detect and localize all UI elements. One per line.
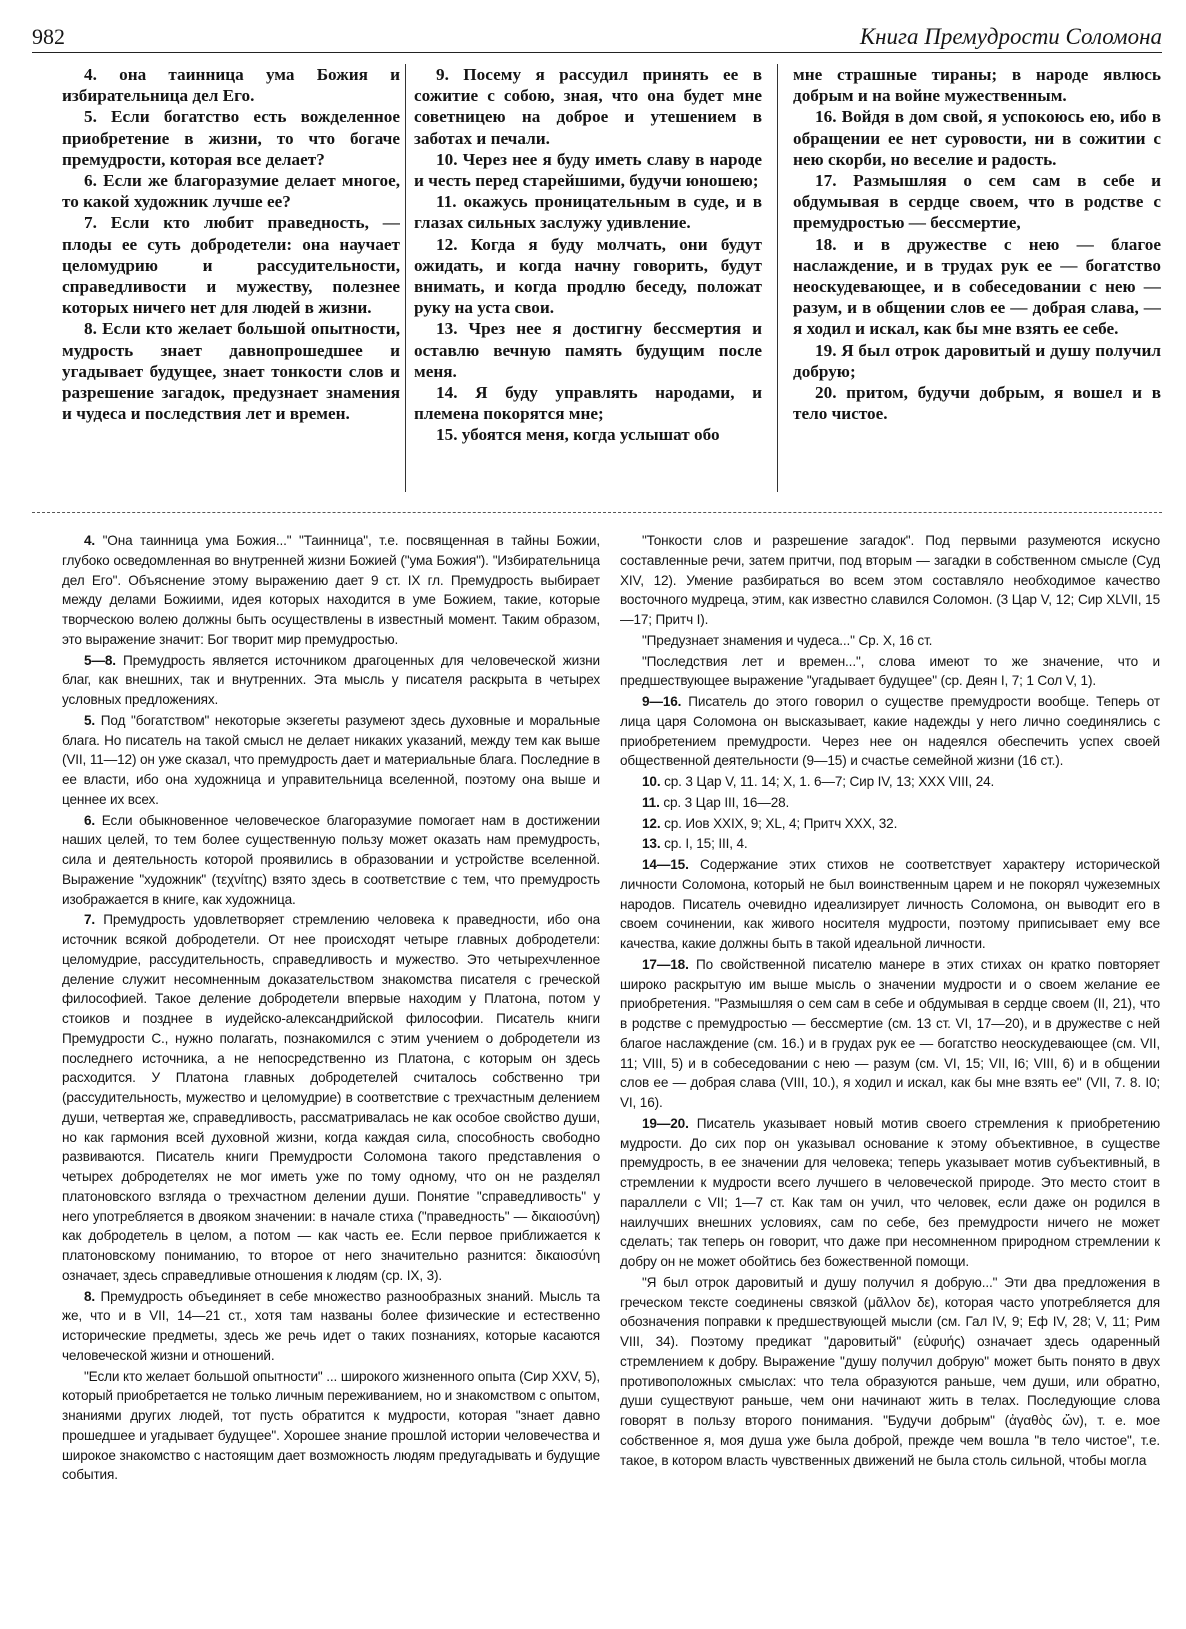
verse: 11. окажусь проницательным в суде, и в глазах сильных заслужу удивление. (414, 192, 762, 233)
commentary-paragraph (62, 651, 600, 710)
verse: 15. убоятся меня, когда услышат обо (436, 425, 720, 445)
verse: 14. Я буду управлять народами, и племена покорятся мне; (414, 383, 762, 424)
verse-continuation: мне страшные тираны; в народе явлюсь добрым и на войне мужественным. (793, 65, 1161, 106)
commentary-paragraph (62, 1367, 600, 1486)
verse: 17. Размышляя о сем сам в себе и обдумывая в сердце своем, что в родстве с премудростью — бессмертие, (793, 171, 1161, 233)
verse-ref: 14—15. (642, 857, 689, 872)
verse-ref: 4. (84, 533, 96, 548)
commentary-text: "Я был отрок даровитый и душу получил я добрую..." Эти два предложения в греческом тексте соединены связкой (μᾶλλον δε), которая часто употребляется для обозначения поправки к предшествующей мысли (см. Гал IV, 9; Еф IV, 28; V, 11; Рим VIII, 34). Поэтому предикат "даровитый" (εὐφυής) означает здесь одаренный стремлением к добру. Выражение "душу получил добрую" может быть понято в двух противоположных смыслах: что тела образуются раньше, чем души, или обратно, души существуют раньше, чем они начинают жить в телах. Последующие слова говорят в пользу второго понимания. "Будучи добрым" (ἀγαθὸς ὤν), т. е. мое собственное я, моя душа уже была доброй, прежде чем вошла "в тело чистое", т.е. такое, в котором власть чувственных движений не была столь сильной, чтобы могла (620, 1274, 1160, 1468)
commentary-paragraph (62, 531, 600, 650)
verse: 6. Если же благоразумие делает многое, то какой художник лучше ее? (62, 171, 400, 212)
commentary-text: Премудрость является источником драгоценных для человеческой жизни благ, как внешних, так и внутренних. Эта мысль у писателя раскрыта в четырех условных предложениях. (62, 652, 600, 707)
verse-ref: 7. (84, 912, 96, 928)
commentary-text: "Предузнает знамения и чудеса..." Ср. Х, 16 ст. (642, 632, 933, 648)
verse-ref: 6. (84, 812, 96, 828)
verse-ref: 5. (84, 712, 96, 728)
bible-column-2 (414, 64, 762, 496)
running-title: Книга Премудрости Соломона (859, 24, 1162, 49)
page-header (32, 18, 1162, 53)
commentary-text: Писатель до этого говорил о существе премудрости вообще. Теперь от лица царя Соломона он высказывает, какие надежды у него лично соединялись с приобретением премудрости. Через нее он надеялся обеспечить успех своей общественной деятельности (9—15) и счастье семейной жизни (16 ст.). (620, 694, 1160, 769)
verse: 8. Если кто желает большой опытности, мудрость знает давнопрошедшее и угадывает будущее, знает тонкости слов и разрешение загадок, предузнает знамения и чудеса и последствия лет и времен. (62, 319, 400, 424)
commentary-paragraph (62, 1287, 600, 1366)
commentary-paragraph (620, 834, 1160, 854)
commentary-paragraph (62, 811, 600, 910)
commentary-text: "Последствия лет и времен...", слова имеют то же значение, что и предшествующее выражение "угадывает будущее" (ср. Деян I, 7; 1 Сол V, 1). (620, 653, 1160, 689)
verse-ref: 9—16. (642, 694, 682, 709)
commentary-text: По свойственной писателю манере в этих стихах он кратко повторяет широко раскрытую им выше мысль о значении мудрости и о своем желание ее приобретения. "Размышляя о сем сам в себе и обдумывая в сердце своем (II, 21), что в родстве с премудростью — бессмертие (см. 13 ст. VI, 17—20), и в дружестве с ней благое наслаждение (см. 16.) и в грудах рук ее — богатство неоскудевающее (см. VII, 11; VIII, 5) и в собеседовании с нею — разум (см. VI, 15; VII, I6; VIII, 6) и в общении слов ее — добрая слава (VIII, 10.), я ходил и искал, как бы мне взять ее" (VII, 7. 8. I0; VI, 16). (620, 956, 1160, 1110)
bible-column-3 (793, 64, 1161, 496)
commentary-text: ср. I, 15; III, 4. (660, 836, 748, 852)
commentary-paragraph (620, 955, 1160, 1113)
commentary-paragraph (620, 531, 1160, 630)
commentary-text: Содержание этих стихов не соответствует характеру исторической личности Соломона, который не был воинственным царем и не покорял чужеземных народов. Писатель очевидно идеализирует личность Соломона, он выводит его в своем сочинении, как живого носителя мудрости, поэтому приписывает ему все качества, какие должны быть в такой идеальной личности. (620, 857, 1160, 951)
commentary-text: Писатель указывает новый мотив своего стремления к приобретению мудрости. До сих пор он указывал основание к этому объективное, в существе премудрость, в ее значении для человека; теперь указывает мотив субъективный, в стремлении к мудрости всего лучшего в человеческой природе. Это место стоит в параллели с VII; 1—7 ст. Как там он учил, что человек, если даже он родился в наилучших внешних условиях, сам по себе, без премудрости ничего не может сделать; так теперь он говорит, что даже при несомненном природном стремлении к добру он не может обойтись без божественной помощи. (620, 1115, 1160, 1269)
commentary-text: Премудрость удовлетворяет стремлению человека к праведности, ибо она источник всякой добродетели. От нее происходят четыре главных добродетели: целомудрие, рассудительность, справедливость и мужество. Это четырехчленное деление служит несомненным доказательством знакомства писателя с греческой философией. Такое деление добродетели впервые находим у Платона, потом у стоиков и позднее в иудейско-александрийской философии. Писатель книги Премудрости С., нужно полагать, познакомился с этим учением о добродетели из последнего источника, а не непосредственно из Платона, с которым он здесь расходится. У Платона главных добродетелей считалось собственно три (рассудительность, мужество и целомудрие) в соответствие с трехчастным делением души, четвертая же, справедливость, рассматривалась не как особое свойство души, но как гармония всей духовной жизни, когда каждая сила, способность свободно развиваются. Писатель книги Премудрости Соломона такого представления о четырех добродетелях не мог иметь уже по тому одному, что он не разделял платоновского взгляда о трехчастном делении души. Понятие "справедливость" у него употребляется в двояком значении: в начале стиха ("праведность" — δικαιοσύνη) как добродетель в целом, а потом — как часть ее. Если первое приближается к платоновскому пониманию, то второе от него значительно разнится: δικαιοσύνη означает, здесь справедливые отношения к людям (ср. IX, 3). (62, 912, 600, 1283)
bible-column-1 (62, 64, 400, 496)
verse-ref: 11. (642, 794, 660, 810)
verse-ref: 12. (642, 815, 661, 831)
verse: 20. притом, будучи добрым, я вошел и в тело чистое. (793, 383, 1161, 424)
commentary-paragraph (620, 692, 1160, 771)
commentary-column-right (620, 531, 1160, 1621)
verse: 12. Когда я буду молчать, они будут ожидать, и когда начну говорить, будут внимать, и когда продлю беседу, положат руку на уста свои. (414, 234, 762, 318)
commentary-text: Под "богатством" некоторые экзегеты разумеют здесь духовные и моральные блага. Но писатель на такой смысл не делает никаких указаний, между тем как выше (VII, 11—12) он уже сказал, что премудрость дает и материальные блага. Последние в ее власти, ибо она художница и управительница вселенной, поэтому она выше и ценнее их всех. (62, 712, 600, 807)
commentary-text: ср. 3 Цар V, 11. 14; Х, 1. 6—7; Сир IV, 13; ХХХ VIII, 24. (660, 774, 995, 789)
commentary-paragraph (620, 772, 1160, 792)
verse: 5. Если богатство есть вожделенное приобретение в жизни, то что богаче премудрости, которая все делает? (62, 107, 400, 169)
verse: 7. Если кто любит праведность, — плоды ее суть добродетели: она научает целомудрию и рассудительности, справедливости и мужеству, полезнее которых ничего нет для людей в жизни. (62, 213, 400, 318)
commentary-paragraph (620, 1114, 1160, 1272)
commentary-text: ср. 3 Цар III, 16—28. (659, 794, 790, 810)
commentary-text: Если обыкновенное человеческое благоразумие помогает нам в достижении наших целей, то тем более существенную пользу может оказать нам премудрость, сила и деятельность которой проявились в образовании и устройстве вселенной. Выражение "художник" (τεχνίτης) взято здесь в соответствие с тем, что премудрость изображается в книге, как художница. (62, 812, 600, 907)
commentary-column-left (62, 531, 600, 1621)
commentary-text: "Она таинница ума Божия..." "Таинница", т.е. посвященная в тайны Божии, глубоко осведомленная во внутренней жизни Божией ("ума Божия"). "Избирательница дел Его". Объяснение этому выражению дает 9 ст. IX гл. Премудрость выбирает между делами Божиими, идея которых находится в уме Божием, такие, которые творческою волею должны быть осуществлены в известный момент. Таким образом, это выражение значит: Бог творит мир премудростью. (62, 533, 600, 647)
verse: 18. и в дружестве с нею — благое наслаждение, и в трудах рук ее — богатство неоскудевающее, и в собеседовании с нею — разум, и в общении слов ее — добрая слава, — я ходил и искал, как бы мне взять ее себе. (793, 234, 1161, 339)
verse: 13. Чрез нее я достигну бессмертия и оставлю вечную память будущим после меня. (414, 319, 762, 381)
commentary-text: "Если кто желает большой опытности" ... широкого жизненного опыта (Сир XXV, 5), который приобретается не только личным переживанием, но и знакомством с опытом, знаниями других людей, тот пусть обратится к мудрости, которая "знает давно прошедшее и угадывает будущее". Хорошее знание прошлой истории человечества и широкое знакомство с настоящим дает возможность людям предугадывать и будущие события. (62, 1368, 600, 1483)
commentary-paragraph (620, 855, 1160, 954)
verse: 4. она таинница ума Божия и избирательница дел Его. (62, 65, 400, 106)
column-divider (777, 64, 778, 492)
column-divider (405, 64, 406, 492)
commentary-text: Премудрость объединяет в себе множество разнообразных знаний. Мысль та же, что и в VII, 14—21 ст., хотя там названы более физические и естественно исторические предметы, здесь же речь идет о таких познаниях, которые касаются человеческой жизни и отношений. (62, 1288, 600, 1363)
verse-ref: 17—18. (642, 956, 689, 972)
verse: 16. Войдя в дом свой, я успокоюсь ею, ибо в обращении ее нет суровости, ни в сожитии с нею скорби, но веселие и радость. (793, 107, 1161, 169)
verse-ref: 10. (642, 774, 661, 789)
verse-ref: 13. (642, 836, 661, 852)
verse: 10. Через нее я буду иметь славу в народе и честь перед старейшими, будучи юношею; (414, 149, 762, 191)
commentary-paragraph (62, 910, 600, 1285)
commentary-paragraph (620, 631, 1160, 651)
verse-ref: 19—20. (642, 1115, 689, 1131)
page-number: 982 (32, 24, 65, 49)
commentary-text: "Тонкости слов и разрешение загадок". Под первыми разумеются искусно составленные речи, затем притчи, под вторым — загадки в собственном смысле (Суд XIV, 12). Умение разбираться во всем этом составляло необходимое качество восточного мудреца, этим, как известно славился Соломон. (3 Цар V, 12; Сир XLVII, 15—17; Притч I). (620, 533, 1160, 627)
verse: 19. Я был отрок даровитый и душу получил добрую; (793, 340, 1161, 381)
commentary-text: ср. Иов XXIX, 9; XL, 4; Притч XXX, 32. (660, 815, 898, 831)
commentary-paragraph (62, 711, 600, 810)
verse-ref: 5—8. (84, 652, 116, 668)
section-separator (32, 512, 1162, 513)
commentary-paragraph (620, 793, 1160, 813)
commentary-paragraph (620, 652, 1160, 692)
commentary-paragraph (620, 814, 1160, 834)
verse: 9. Посему я рассудил принять ее в сожитие с собою, зная, что она будет мне советницею на доброе и утешением в заботах и печали. (414, 65, 762, 148)
commentary-paragraph (620, 1273, 1160, 1471)
verse-ref: 8. (84, 1288, 96, 1304)
